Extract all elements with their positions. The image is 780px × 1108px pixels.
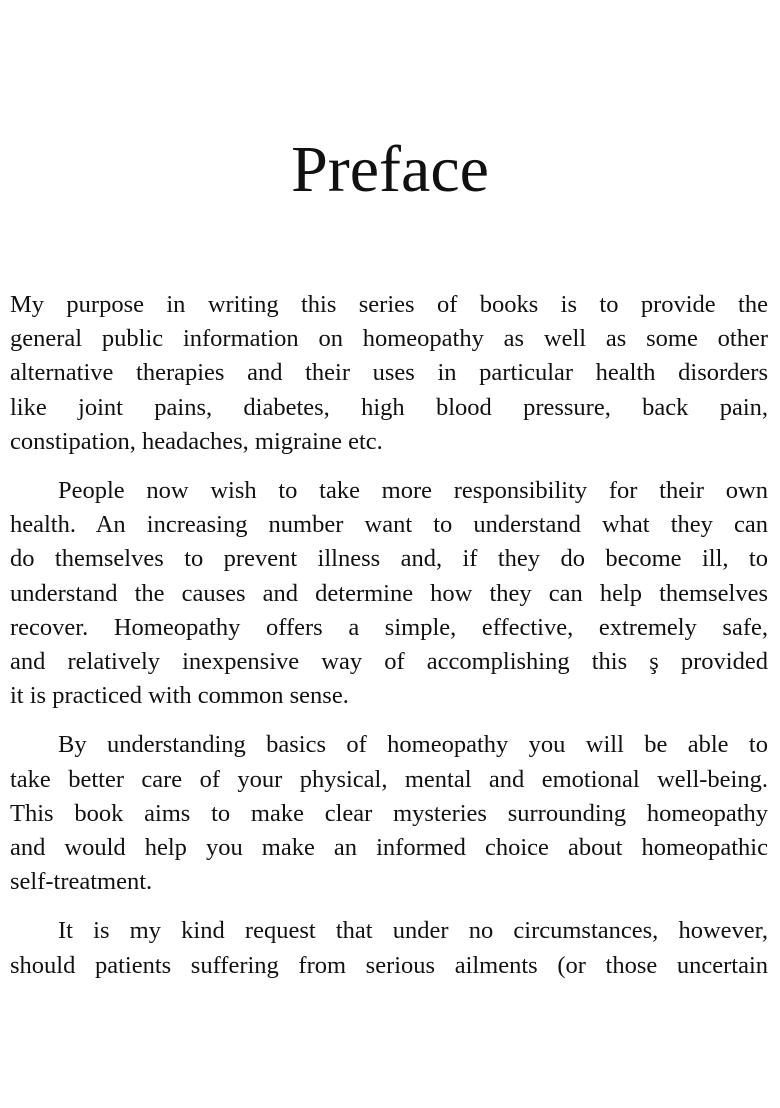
text-line: general public information on homeopathy as well as some other	[10, 325, 768, 353]
paragraph-4	[10, 914, 768, 982]
preface-body	[10, 288, 768, 998]
text-line: understand the causes and determine how they can help themselves	[10, 579, 768, 607]
text-line: like joint pains, diabetes, high blood pressure, back pain,	[10, 393, 768, 421]
text-line: it is practiced with common sense.	[10, 682, 349, 710]
text-line: do themselves to prevent illness and, if they do become ill, to	[10, 545, 768, 573]
text-line: It is my kind request that under no circumstances, however,	[58, 917, 768, 945]
text-line: recover. Homeopathy offers a simple, effective, extremely safe,	[10, 613, 768, 641]
text-line: and relatively inexpensive way of accomplishing this ş provided	[10, 648, 768, 676]
text-line: By understanding basics of homeopathy you will be able to	[58, 731, 768, 759]
text-line: alternative therapies and their uses in particular health disorders	[10, 359, 768, 387]
paragraph-2	[10, 474, 768, 713]
text-line: This book aims to make clear mysteries surrounding homeopathy	[10, 799, 768, 827]
text-line: health. An increasing number want to understand what they can	[10, 511, 768, 539]
paragraph-1	[10, 288, 768, 459]
text-line: People now wish to take more responsibility for their own	[58, 477, 768, 505]
paragraph-3	[10, 728, 768, 899]
text-line: and would help you make an informed choice about homeopathic	[10, 834, 768, 862]
text-line: constipation, headaches, migraine etc.	[10, 427, 383, 455]
text-line: should patients suffering from serious ailments (or those uncertain	[10, 951, 768, 979]
text-line: take better care of your physical, mental and emotional well-being.	[10, 765, 768, 793]
text-line: My purpose in writing this series of books is to provide the	[10, 291, 768, 318]
text-line: self-treatment.	[10, 868, 153, 896]
page-title: Preface	[291, 133, 489, 206]
